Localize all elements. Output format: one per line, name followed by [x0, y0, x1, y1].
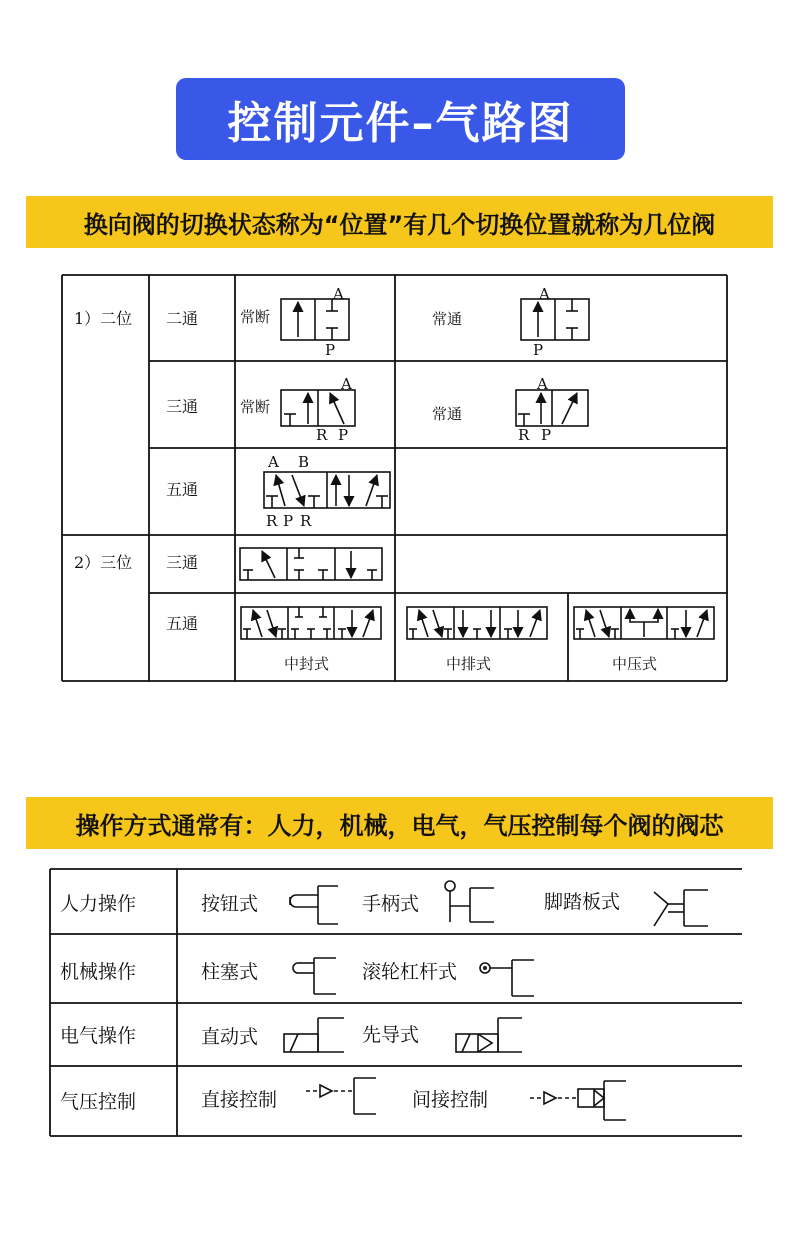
label-pedal: 脚踏板式: [544, 891, 621, 913]
plunger-icon: [293, 958, 336, 994]
solenoid-icon: [284, 1018, 344, 1052]
label-no-2: 常通: [432, 405, 463, 423]
valve-3-3-symbol: [240, 548, 382, 580]
port-A-4: A: [537, 375, 548, 393]
label-roller-lever: 滚轮杠杆式: [362, 961, 458, 983]
pedal-icon: [654, 890, 708, 926]
valve-3-2-nc-symbol: [281, 390, 355, 426]
port-P-4: P: [541, 426, 552, 444]
valve-5-2-symbol: [264, 472, 390, 508]
label-two-way: 二通: [166, 309, 199, 328]
label-center-exhaust: 中排式: [446, 655, 492, 673]
port-R-2: R: [518, 426, 530, 444]
valve-5-3-pressure-symbol: [574, 607, 714, 639]
label-direct-solenoid: 直动式: [201, 1026, 259, 1048]
port-P-5: P: [283, 512, 294, 530]
label-nc-2: 常断: [240, 398, 271, 416]
operation-table: [0, 860, 800, 1160]
port-P-3: P: [338, 426, 349, 444]
page-title: 控制元件–气路图: [227, 98, 574, 149]
label-plunger: 柱塞式: [201, 961, 259, 983]
port-A-1: A: [333, 285, 344, 303]
label-three-way-1: 三通: [166, 397, 199, 416]
valve-table-grid: [62, 275, 727, 681]
valve-5-3-closed-symbol: [241, 607, 381, 639]
direct-pneumatic-icon: [306, 1078, 376, 1114]
label-two-position: 1）二位: [74, 309, 133, 328]
label-manual: 人力操作: [60, 893, 137, 915]
label-nc-1: 常断: [240, 308, 271, 326]
port-P-1: P: [325, 341, 336, 359]
label-three-way-2: 三通: [166, 553, 199, 572]
label-center-closed: 中封式: [284, 655, 330, 673]
port-A-2: A: [539, 285, 550, 303]
banner-operations: [26, 797, 773, 849]
label-center-pressure: 中压式: [612, 655, 658, 673]
label-direct-control: 直接控制: [201, 1089, 278, 1111]
label-five-way-1: 五通: [166, 480, 199, 499]
label-five-way-2: 五通: [166, 614, 199, 633]
valve-3-2-no-symbol: [516, 390, 588, 426]
pilot-solenoid-icon: [456, 1018, 522, 1052]
banner-positions-text: 换向阀的切换状态称为“位置”有几个切换位置就称为几位阀: [83, 210, 716, 239]
roller-lever-icon: [480, 960, 534, 996]
port-A-5: A: [268, 453, 279, 471]
valve-5-3-exhaust-symbol: [407, 607, 547, 639]
port-B-1: B: [298, 453, 310, 471]
port-R-1: R: [316, 426, 328, 444]
label-three-position: 2）三位: [74, 553, 133, 572]
valve-2-2-no-symbol: [521, 299, 589, 340]
label-mechanical: 机械操作: [60, 961, 137, 983]
label-no-1: 常通: [432, 310, 463, 328]
label-indirect-control: 间接控制: [412, 1089, 489, 1111]
label-pilot: 先导式: [362, 1024, 420, 1046]
port-A-3: A: [341, 375, 352, 393]
port-R-3: R: [266, 512, 278, 530]
banner-operations-text: 操作方式通常有：人力，机械，电气，气压控制每个阀的阀芯: [75, 811, 724, 840]
handle-icon: [445, 881, 494, 922]
label-push-button: 按钮式: [201, 893, 259, 915]
port-P-2: P: [533, 341, 544, 359]
label-pneumatic: 气压控制: [60, 1091, 137, 1113]
indirect-pneumatic-icon: [530, 1081, 626, 1120]
label-electrical: 电气操作: [60, 1025, 137, 1047]
valve-2-2-nc-symbol: [281, 299, 349, 340]
label-handle: 手柄式: [362, 893, 420, 915]
push-button-icon: [290, 886, 338, 924]
port-R-4: R: [300, 512, 312, 530]
